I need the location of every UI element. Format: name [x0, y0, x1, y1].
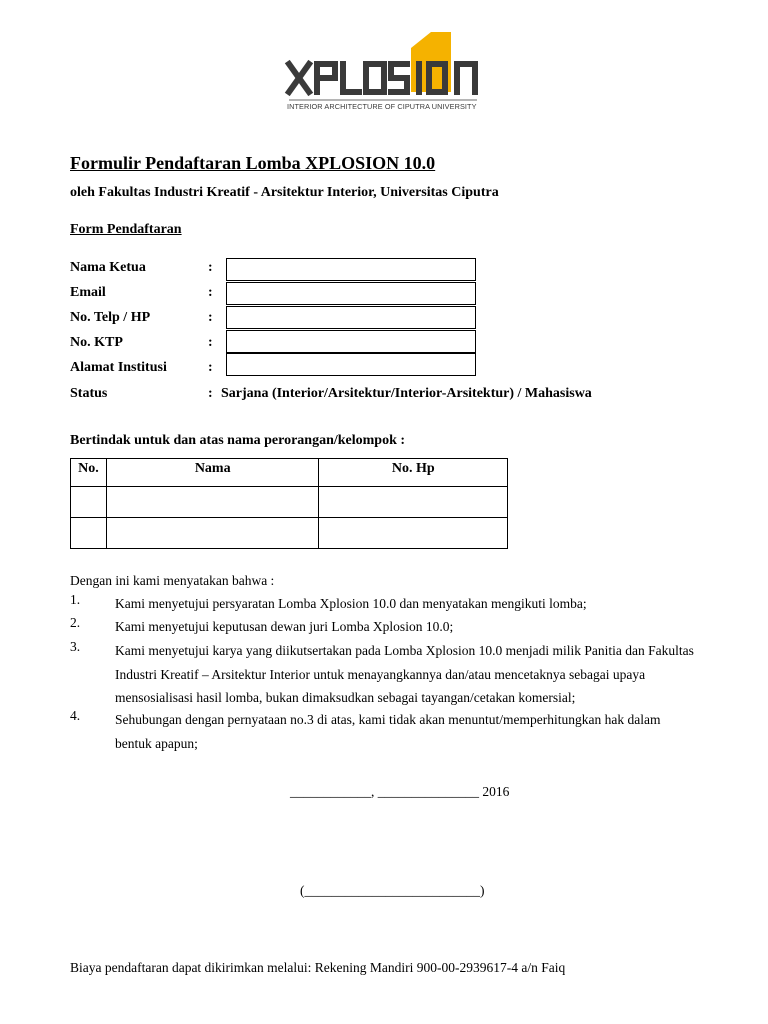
item-number: 1.: [70, 592, 81, 607]
cell-no[interactable]: [71, 518, 107, 549]
header-nama: Nama: [106, 459, 319, 487]
field-colon: :: [208, 386, 213, 401]
table-header-row: [71, 459, 508, 487]
field-colon: :: [208, 310, 213, 325]
header-nohp: No. Hp: [319, 459, 508, 487]
table-row: [71, 518, 508, 549]
logo-tagline: INTERIOR ARCHITECTURE OF CIPUTRA UNIVERSITY: [287, 102, 477, 111]
cell-nohp[interactable]: [319, 518, 508, 549]
cell-nohp[interactable]: [319, 487, 508, 518]
section-title: Form Pendaftaran: [70, 222, 182, 237]
cell-nama[interactable]: [106, 518, 319, 549]
email-input[interactable]: [226, 282, 476, 305]
cell-no[interactable]: [71, 487, 107, 518]
field-label: No. Telp / HP: [70, 310, 151, 325]
status-value: Sarjana (Interior/Arsitektur/Interior-Arsitektur) / Mahasiswa: [221, 386, 592, 401]
declaration-intro: Dengan ini kami menyatakan bahwa :: [70, 573, 275, 588]
telp-input[interactable]: [226, 306, 476, 329]
signature-line: (__________________________): [300, 883, 485, 898]
item-number: 4.: [70, 708, 81, 723]
date-line: ____________, _______________ 2016: [290, 784, 510, 799]
alamat-input[interactable]: [226, 353, 476, 376]
item-number: 2.: [70, 615, 81, 630]
field-colon: :: [208, 360, 213, 375]
item-text: Kami menyetujui karya yang diikutsertakan pada Lomba Xplosion 10.0 menjadi milik Panitia dan Fakultas Industri Kreatif – Arsitektur Interior untuk menayangkannya dan/atau mencetaknya sebagai upaya mensosialisasi hasil lomba, bukan dimaksudkan sebagai tayangan/cetakan komersial;: [115, 643, 694, 705]
field-label: No. KTP: [70, 335, 123, 350]
field-label: Alamat Institusi: [70, 360, 167, 375]
page-title: Formulir Pendaftaran Lomba XPLOSION 10.0: [70, 153, 436, 173]
field-label: Email: [70, 285, 106, 300]
page-subtitle: oleh Fakultas Industri Kreatif - Arsitektur Interior, Universitas Ciputra: [70, 185, 499, 200]
field-colon: :: [208, 285, 213, 300]
field-colon: :: [208, 335, 213, 350]
ktp-input[interactable]: [226, 330, 476, 353]
cell-nama[interactable]: [106, 487, 319, 518]
nama-ketua-input[interactable]: [226, 258, 476, 281]
item-text: Kami menyetujui keputusan dewan juri Lomba Xplosion 10.0;: [115, 619, 454, 634]
field-label: Status: [70, 386, 108, 401]
members-table: [70, 458, 508, 549]
item-text: Sehubungan dengan pernyataan no.3 di atas, kami tidak akan menuntut/memperhitungkan hak dalam bentuk apapun;: [115, 712, 661, 751]
group-heading: Bertindak untuk dan atas nama perorangan/kelompok :: [70, 433, 406, 448]
payment-footer: Biaya pendaftaran dapat dikirimkan melalui: Rekening Mandiri 900-00-2939617-4 a/n Faiq: [70, 960, 566, 975]
table-row: [71, 487, 508, 518]
field-colon: :: [208, 260, 213, 275]
xplosion-logo: [283, 30, 483, 115]
header-no: No.: [71, 459, 107, 487]
item-number: 3.: [70, 639, 81, 654]
item-text: Kami menyetujui persyaratan Lomba Xplosion 10.0 dan menyatakan mengikuti lomba;: [115, 596, 587, 611]
field-label: Nama Ketua: [70, 260, 146, 275]
